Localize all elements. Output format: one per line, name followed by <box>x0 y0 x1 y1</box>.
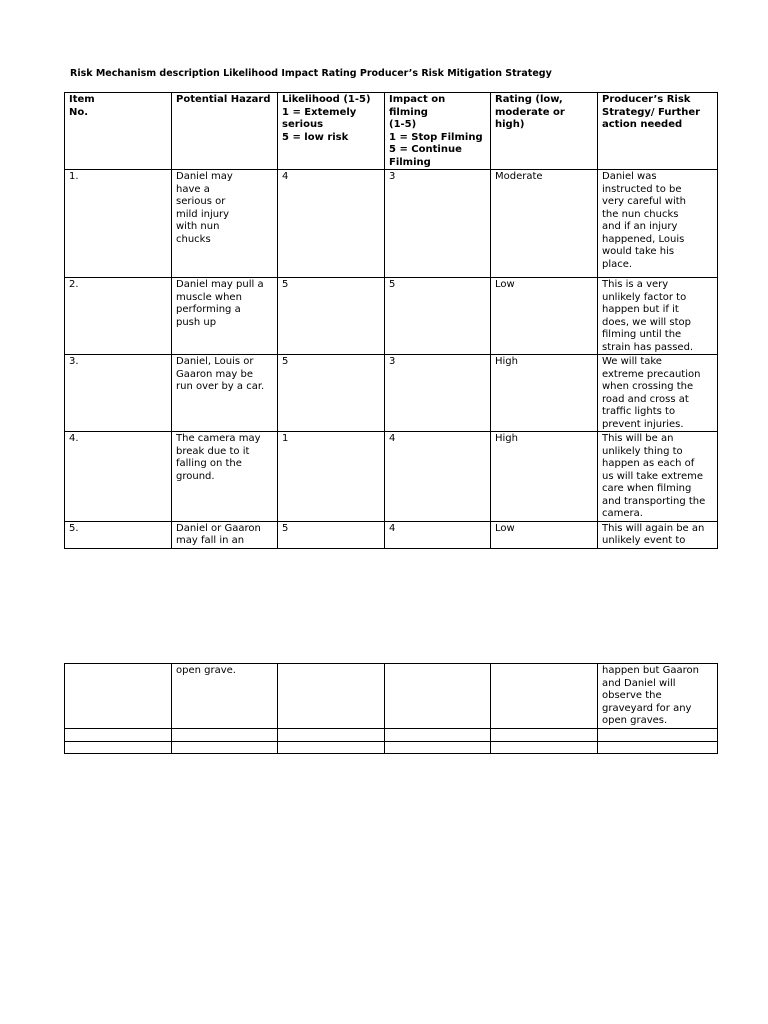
empty-cell <box>598 741 718 753</box>
rating-cell: High <box>491 355 598 432</box>
item-number: 2. <box>65 278 172 355</box>
item-number: 4. <box>65 432 172 522</box>
hazard-cell: The camera may break due to it falling on the ground. <box>172 432 278 522</box>
strategy-cell: Daniel was instructed to be very careful with the nun chucks and if an injury happened, Louis would take his place. <box>598 170 718 278</box>
rating-cell <box>491 664 598 729</box>
header-item-no: Item No. <box>65 93 172 170</box>
strategy-cell: This will be an unlikely thing to happen as each of us will take extreme care when filming and transporting the camera. <box>598 432 718 522</box>
empty-table-row <box>65 728 718 741</box>
strategy-cell: This is a very unlikely factor to happen but if it does, we will stop filming until the strain has passed. <box>598 278 718 355</box>
risk-assessment-table <box>64 92 718 549</box>
hazard-cell: open grave. <box>172 664 278 729</box>
impact-cell <box>385 664 491 729</box>
strategy-cell: happen but Gaaron and Daniel will observe the graveyard for any open graves. <box>598 664 718 729</box>
hazard-cell: Daniel or Gaaron may fall in an <box>172 521 278 548</box>
impact-cell: 4 <box>385 432 491 522</box>
header-rating: Rating (low, moderate or high) <box>491 93 598 170</box>
risk-assessment-table-continued <box>64 663 718 754</box>
rating-cell: Low <box>491 278 598 355</box>
likelihood-cell: 1 <box>278 432 385 522</box>
table-header-row <box>65 93 718 170</box>
likelihood-cell: 5 <box>278 355 385 432</box>
strategy-cell: We will take extreme precaution when crossing the road and cross at traffic lights to prevent injuries. <box>598 355 718 432</box>
empty-cell <box>172 741 278 753</box>
item-number: 5. <box>65 521 172 548</box>
item-number <box>65 664 172 729</box>
table-row <box>65 664 718 729</box>
empty-cell <box>598 728 718 741</box>
impact-cell: 5 <box>385 278 491 355</box>
strategy-cell: This will again be an unlikely event to <box>598 521 718 548</box>
empty-cell <box>385 741 491 753</box>
empty-cell <box>65 728 172 741</box>
table-row <box>65 355 718 432</box>
header-impact: Impact on filming (1-5) 1 = Stop Filming 5 = Continue Filming <box>385 93 491 170</box>
document-heading: Risk Mechanism description Likelihood Impact Rating Producer’s Risk Mitigation Strategy <box>70 68 552 79</box>
hazard-cell: Daniel may have a serious or mild injury with nun chucks <box>172 170 278 278</box>
impact-cell: 3 <box>385 355 491 432</box>
likelihood-cell: 5 <box>278 278 385 355</box>
rating-cell: Moderate <box>491 170 598 278</box>
header-potential-hazard: Potential Hazard <box>172 93 278 170</box>
table-row <box>65 432 718 522</box>
empty-cell <box>65 741 172 753</box>
hazard-cell: Daniel, Louis or Gaaron may be run over by a car. <box>172 355 278 432</box>
impact-cell: 4 <box>385 521 491 548</box>
empty-cell <box>491 741 598 753</box>
hazard-cell: Daniel may pull a muscle when performing a push up <box>172 278 278 355</box>
likelihood-cell <box>278 664 385 729</box>
header-likelihood: Likelihood (1-5) 1 = Extemely serious 5 = low risk <box>278 93 385 170</box>
table-row <box>65 521 718 548</box>
item-number: 3. <box>65 355 172 432</box>
table-row <box>65 170 718 278</box>
likelihood-cell: 5 <box>278 521 385 548</box>
empty-cell <box>278 728 385 741</box>
table-row <box>65 278 718 355</box>
impact-cell: 3 <box>385 170 491 278</box>
empty-cell <box>172 728 278 741</box>
empty-cell <box>278 741 385 753</box>
header-strategy: Producer’s Risk Strategy/ Further action needed <box>598 93 718 170</box>
rating-cell: Low <box>491 521 598 548</box>
likelihood-cell: 4 <box>278 170 385 278</box>
empty-cell <box>491 728 598 741</box>
empty-cell <box>385 728 491 741</box>
rating-cell: High <box>491 432 598 522</box>
empty-table-row <box>65 741 718 753</box>
item-number: 1. <box>65 170 172 278</box>
